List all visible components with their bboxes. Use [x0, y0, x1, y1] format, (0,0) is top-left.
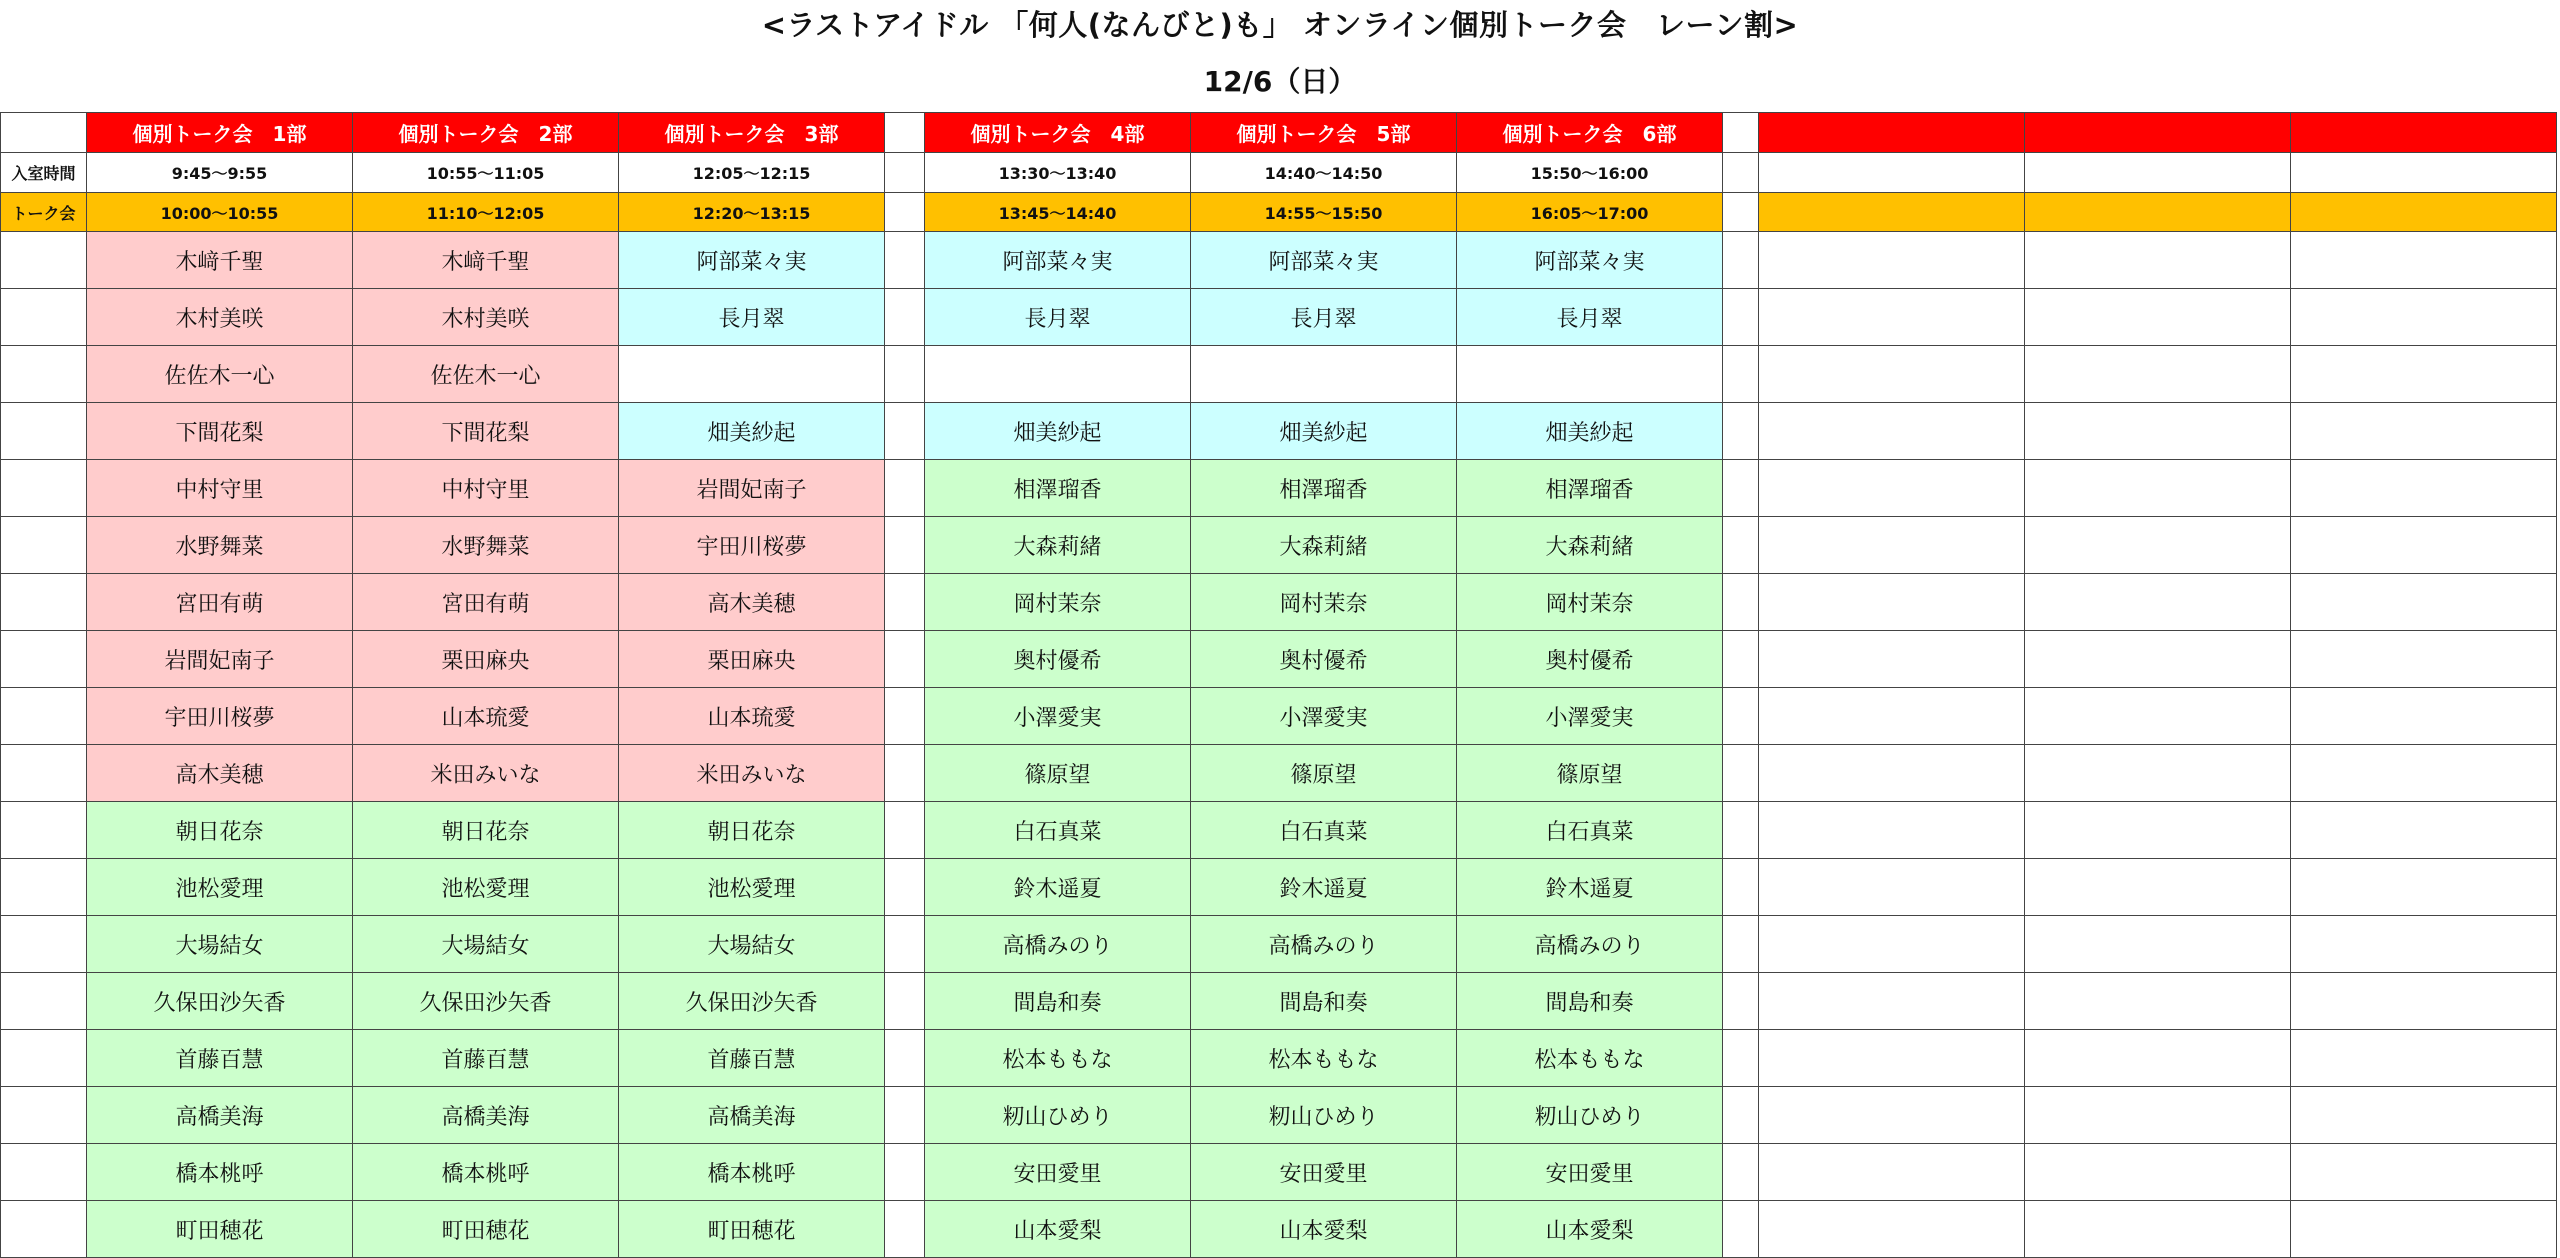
member-cell: 宮田有萌: [353, 574, 619, 631]
member-cell: 高木美穂: [619, 574, 885, 631]
member-cell: 大森莉緒: [925, 517, 1191, 574]
member-cell: 朝日花奈: [87, 802, 353, 859]
member-cell: 高橋みのり: [925, 916, 1191, 973]
gap-cell: [1723, 859, 1759, 916]
extra-cell: [2291, 1201, 2557, 1258]
member-cell: 奥村優希: [925, 631, 1191, 688]
extra-cell: [2025, 1201, 2291, 1258]
member-cell: 畑美紗起: [1191, 403, 1457, 460]
member-cell: 籾山ひめり: [925, 1087, 1191, 1144]
extra-cell: [1759, 802, 2025, 859]
talk-time-cell: 16:05〜17:00: [1457, 193, 1723, 232]
member-cell: 小澤愛実: [1457, 688, 1723, 745]
member-cell: 長月翠: [1191, 289, 1457, 346]
lane-row: [1, 802, 2557, 859]
extra-cell: [2025, 1087, 2291, 1144]
member-cell: 篠原望: [925, 745, 1191, 802]
extra-header-cell: [2291, 113, 2557, 153]
lane-row: [1, 460, 2557, 517]
member-cell: 久保田沙矢香: [619, 973, 885, 1030]
member-cell: 池松愛理: [619, 859, 885, 916]
member-cell: 大森莉緒: [1457, 517, 1723, 574]
member-cell: 久保田沙矢香: [87, 973, 353, 1030]
row-label-cell: [1, 232, 87, 289]
member-cell: 奥村優希: [1191, 631, 1457, 688]
extra-cell: [2025, 859, 2291, 916]
member-cell: 小澤愛実: [1191, 688, 1457, 745]
member-cell: 山本愛梨: [1191, 1201, 1457, 1258]
extra-cell: [1759, 232, 2025, 289]
extra-cell: [2291, 916, 2557, 973]
part-header-cell: 個別トーク会 5部: [1191, 113, 1457, 153]
member-cell: 鈴木遥夏: [1457, 859, 1723, 916]
lane-row: [1, 289, 2557, 346]
member-cell: 大場結女: [87, 916, 353, 973]
member-cell: 阿部菜々実: [1191, 232, 1457, 289]
member-cell: 小澤愛実: [925, 688, 1191, 745]
extra-cell: [1759, 1030, 2025, 1087]
extra-cell: [2291, 193, 2557, 232]
member-cell: 大場結女: [619, 916, 885, 973]
row-label-cell: [1, 973, 87, 1030]
member-cell: 池松愛理: [87, 859, 353, 916]
extra-cell: [1759, 688, 2025, 745]
extra-cell: [1759, 973, 2025, 1030]
member-cell: 高橋美海: [353, 1087, 619, 1144]
extra-cell: [2291, 460, 2557, 517]
gap-cell: [1723, 1030, 1759, 1087]
row-label-cell: [1, 745, 87, 802]
member-cell: 橋本桃呼: [87, 1144, 353, 1201]
talk-time-cell: 10:00〜10:55: [87, 193, 353, 232]
member-cell: 橋本桃呼: [619, 1144, 885, 1201]
gap-cell: [1723, 289, 1759, 346]
extra-cell: [2291, 802, 2557, 859]
extra-cell: [2291, 346, 2557, 403]
member-cell: 水野舞菜: [87, 517, 353, 574]
gap-cell: [1723, 973, 1759, 1030]
member-cell: 木﨑千聖: [353, 232, 619, 289]
member-cell: 阿部菜々実: [619, 232, 885, 289]
member-cell: 宇田川桜夢: [619, 517, 885, 574]
member-cell: 岡村茉奈: [1191, 574, 1457, 631]
entry-time-cell: 14:40〜14:50: [1191, 153, 1457, 193]
entry-time-row: [1, 153, 2557, 193]
member-cell: 岩間妃南子: [619, 460, 885, 517]
extra-cell: [2291, 403, 2557, 460]
gap-cell: [885, 802, 925, 859]
extra-cell: [2025, 460, 2291, 517]
member-cell: 岡村茉奈: [925, 574, 1191, 631]
member-cell: 山本琉愛: [353, 688, 619, 745]
extra-cell: [2025, 289, 2291, 346]
gap-cell: [885, 517, 925, 574]
member-cell: 相澤瑠香: [925, 460, 1191, 517]
member-cell: 鈴木遥夏: [925, 859, 1191, 916]
gap-cell: [1723, 460, 1759, 517]
member-cell: 岡村茉奈: [1457, 574, 1723, 631]
member-cell: 相澤瑠香: [1457, 460, 1723, 517]
extra-cell: [2025, 403, 2291, 460]
lane-row: [1, 1201, 2557, 1258]
row-label-cell: [1, 688, 87, 745]
member-cell: 首藤百慧: [619, 1030, 885, 1087]
row-label-cell: [1, 631, 87, 688]
gap-cell: [885, 460, 925, 517]
gap-cell: [1723, 688, 1759, 745]
member-cell: 栗田麻央: [353, 631, 619, 688]
gap-cell: [885, 289, 925, 346]
sheet-date: 12/6（日）: [1203, 65, 1357, 98]
member-cell: 山本琉愛: [619, 688, 885, 745]
gap-cell: [885, 1144, 925, 1201]
extra-cell: [1759, 403, 2025, 460]
lane-row: [1, 688, 2557, 745]
extra-cell: [2025, 802, 2291, 859]
member-cell: 佐佐木一心: [353, 346, 619, 403]
gap-cell: [885, 1030, 925, 1087]
extra-cell: [1759, 193, 2025, 232]
gap-cell: [885, 153, 925, 193]
member-cell: [925, 346, 1191, 403]
gap-cell: [1723, 153, 1759, 193]
talk-time-cell: 11:10〜12:05: [353, 193, 619, 232]
talk-time-cell: 13:45〜14:40: [925, 193, 1191, 232]
gap-cell: [1723, 403, 1759, 460]
entry-time-cell: 10:55〜11:05: [353, 153, 619, 193]
extra-cell: [2291, 153, 2557, 193]
extra-cell: [2025, 346, 2291, 403]
lane-row: [1, 745, 2557, 802]
extra-cell: [1759, 346, 2025, 403]
extra-cell: [1759, 1144, 2025, 1201]
part-header-cell: 個別トーク会 3部: [619, 113, 885, 153]
extra-cell: [2025, 916, 2291, 973]
member-cell: [1457, 346, 1723, 403]
row-label-cell: [1, 1087, 87, 1144]
header-gap-cell: [1723, 113, 1759, 153]
member-cell: [619, 346, 885, 403]
member-cell: 間島和奏: [1191, 973, 1457, 1030]
gap-cell: [885, 688, 925, 745]
member-cell: 山本愛梨: [925, 1201, 1191, 1258]
lane-row: [1, 346, 2557, 403]
extra-cell: [1759, 1087, 2025, 1144]
member-cell: 松本ももな: [1191, 1030, 1457, 1087]
gap-cell: [1723, 232, 1759, 289]
talk-time-label: トーク会: [1, 193, 87, 232]
member-cell: 高木美穂: [87, 745, 353, 802]
member-cell: 籾山ひめり: [1457, 1087, 1723, 1144]
member-cell: 白石真菜: [1457, 802, 1723, 859]
gap-cell: [1723, 193, 1759, 232]
extra-cell: [1759, 1201, 2025, 1258]
row-label-cell: [1, 916, 87, 973]
gap-cell: [885, 232, 925, 289]
member-cell: 首藤百慧: [87, 1030, 353, 1087]
member-cell: 松本ももな: [925, 1030, 1191, 1087]
extra-cell: [1759, 289, 2025, 346]
lane-row: [1, 859, 2557, 916]
row-label-cell: [1, 1144, 87, 1201]
header-gap-cell: [885, 113, 925, 153]
lane-row: [1, 574, 2557, 631]
lane-row: [1, 1030, 2557, 1087]
extra-header-cell: [1759, 113, 2025, 153]
extra-cell: [2025, 153, 2291, 193]
member-cell: 朝日花奈: [619, 802, 885, 859]
extra-cell: [2291, 1030, 2557, 1087]
entry-time-cell: 15:50〜16:00: [1457, 153, 1723, 193]
member-cell: 白石真菜: [925, 802, 1191, 859]
gap-cell: [1723, 916, 1759, 973]
part-header-cell: 個別トーク会 1部: [87, 113, 353, 153]
member-cell: 山本愛梨: [1457, 1201, 1723, 1258]
extra-cell: [2291, 574, 2557, 631]
part-header-cell: 個別トーク会 6部: [1457, 113, 1723, 153]
extra-cell: [2291, 859, 2557, 916]
extra-cell: [2025, 973, 2291, 1030]
row-label-cell: [1, 517, 87, 574]
gap-cell: [885, 1201, 925, 1258]
row-label-cell: [1, 460, 87, 517]
lane-row: [1, 1087, 2557, 1144]
extra-cell: [2291, 1144, 2557, 1201]
member-cell: 下間花梨: [87, 403, 353, 460]
row-label-cell: [1, 802, 87, 859]
row-label-cell: [1, 1201, 87, 1258]
row-label-cell: [1, 346, 87, 403]
member-cell: 長月翠: [925, 289, 1191, 346]
lane-row: [1, 631, 2557, 688]
member-cell: 橋本桃呼: [353, 1144, 619, 1201]
member-cell: 町田穂花: [87, 1201, 353, 1258]
member-cell: 間島和奏: [1457, 973, 1723, 1030]
extra-cell: [2291, 688, 2557, 745]
extra-cell: [2291, 1087, 2557, 1144]
lane-table: [0, 112, 2557, 1258]
gap-cell: [885, 745, 925, 802]
member-cell: 久保田沙矢香: [353, 973, 619, 1030]
entry-time-cell: 12:05〜12:15: [619, 153, 885, 193]
member-cell: 佐佐木一心: [87, 346, 353, 403]
member-cell: 木村美咲: [87, 289, 353, 346]
extra-cell: [2025, 1144, 2291, 1201]
member-cell: 宇田川桜夢: [87, 688, 353, 745]
member-cell: 栗田麻央: [619, 631, 885, 688]
member-cell: 首藤百慧: [353, 1030, 619, 1087]
extra-cell: [2291, 232, 2557, 289]
lane-row: [1, 973, 2557, 1030]
gap-cell: [885, 403, 925, 460]
member-cell: 白石真菜: [1191, 802, 1457, 859]
gap-cell: [1723, 1201, 1759, 1258]
extra-cell: [2025, 517, 2291, 574]
extra-cell: [1759, 745, 2025, 802]
header-row: [1, 113, 2557, 153]
member-cell: 松本ももな: [1457, 1030, 1723, 1087]
extra-cell: [2291, 745, 2557, 802]
extra-cell: [2025, 745, 2291, 802]
member-cell: 米田みいな: [353, 745, 619, 802]
extra-cell: [1759, 916, 2025, 973]
talk-time-cell: 14:55〜15:50: [1191, 193, 1457, 232]
extra-header-cell: [2025, 113, 2291, 153]
member-cell: [1191, 346, 1457, 403]
talk-time-row: [1, 193, 2557, 232]
extra-cell: [2291, 973, 2557, 1030]
member-cell: 高橋みのり: [1191, 916, 1457, 973]
lane-row: [1, 403, 2557, 460]
gap-cell: [1723, 574, 1759, 631]
member-cell: 朝日花奈: [353, 802, 619, 859]
entry-time-label: 入室時間: [1, 153, 87, 193]
gap-cell: [885, 916, 925, 973]
gap-cell: [1723, 631, 1759, 688]
member-cell: 鈴木遥夏: [1191, 859, 1457, 916]
extra-cell: [1759, 153, 2025, 193]
member-cell: 町田穂花: [619, 1201, 885, 1258]
member-cell: 下間花梨: [353, 403, 619, 460]
member-cell: 安田愛里: [1457, 1144, 1723, 1201]
member-cell: 大森莉緒: [1191, 517, 1457, 574]
lane-row: [1, 232, 2557, 289]
extra-cell: [2025, 574, 2291, 631]
member-cell: 長月翠: [619, 289, 885, 346]
row-label-cell: [1, 289, 87, 346]
part-header-cell: 個別トーク会 2部: [353, 113, 619, 153]
member-cell: 間島和奏: [925, 973, 1191, 1030]
gap-cell: [885, 1087, 925, 1144]
gap-cell: [1723, 745, 1759, 802]
row-label-cell: [1, 403, 87, 460]
member-cell: 篠原望: [1191, 745, 1457, 802]
member-cell: 阿部菜々実: [1457, 232, 1723, 289]
member-cell: 安田愛里: [1191, 1144, 1457, 1201]
member-cell: 中村守里: [87, 460, 353, 517]
member-cell: 長月翠: [1457, 289, 1723, 346]
extra-cell: [2025, 1030, 2291, 1087]
member-cell: 町田穂花: [353, 1201, 619, 1258]
extra-cell: [2291, 517, 2557, 574]
extra-cell: [1759, 574, 2025, 631]
gap-cell: [1723, 346, 1759, 403]
extra-cell: [1759, 859, 2025, 916]
member-cell: 高橋みのり: [1457, 916, 1723, 973]
row-label-cell: [1, 574, 87, 631]
gap-cell: [1723, 802, 1759, 859]
extra-cell: [1759, 631, 2025, 688]
gap-cell: [1723, 517, 1759, 574]
gap-cell: [885, 574, 925, 631]
member-cell: 畑美紗起: [619, 403, 885, 460]
extra-cell: [2291, 631, 2557, 688]
entry-time-cell: 13:30〜13:40: [925, 153, 1191, 193]
extra-cell: [2025, 688, 2291, 745]
extra-cell: [1759, 517, 2025, 574]
part-header-cell: 個別トーク会 4部: [925, 113, 1191, 153]
row-label-cell: [1, 1030, 87, 1087]
member-cell: 畑美紗起: [925, 403, 1191, 460]
row-label-cell: [1, 859, 87, 916]
member-cell: 籾山ひめり: [1191, 1087, 1457, 1144]
gap-cell: [885, 193, 925, 232]
member-cell: 大場結女: [353, 916, 619, 973]
extra-cell: [2291, 289, 2557, 346]
gap-cell: [1723, 1144, 1759, 1201]
lane-row: [1, 517, 2557, 574]
header-corner-cell: [1, 113, 87, 153]
gap-cell: [1723, 1087, 1759, 1144]
member-cell: 安田愛里: [925, 1144, 1191, 1201]
member-cell: 中村守里: [353, 460, 619, 517]
member-cell: 水野舞菜: [353, 517, 619, 574]
member-cell: 宮田有萌: [87, 574, 353, 631]
gap-cell: [885, 346, 925, 403]
member-cell: 相澤瑠香: [1191, 460, 1457, 517]
member-cell: 池松愛理: [353, 859, 619, 916]
talk-time-cell: 12:20〜13:15: [619, 193, 885, 232]
member-cell: 岩間妃南子: [87, 631, 353, 688]
member-cell: 阿部菜々実: [925, 232, 1191, 289]
member-cell: 高橋美海: [87, 1087, 353, 1144]
lane-row: [1, 916, 2557, 973]
member-cell: 木村美咲: [353, 289, 619, 346]
extra-cell: [2025, 631, 2291, 688]
entry-time-cell: 9:45〜9:55: [87, 153, 353, 193]
extra-cell: [2025, 232, 2291, 289]
member-cell: 篠原望: [1457, 745, 1723, 802]
lane-row: [1, 1144, 2557, 1201]
member-cell: 畑美紗起: [1457, 403, 1723, 460]
member-cell: 木﨑千聖: [87, 232, 353, 289]
member-cell: 高橋美海: [619, 1087, 885, 1144]
gap-cell: [885, 631, 925, 688]
member-cell: 米田みいな: [619, 745, 885, 802]
extra-cell: [2025, 193, 2291, 232]
extra-cell: [1759, 460, 2025, 517]
member-cell: 奥村優希: [1457, 631, 1723, 688]
gap-cell: [885, 859, 925, 916]
gap-cell: [885, 973, 925, 1030]
sheet-title: <ラストアイドル 「何人(なんびと)も」 オンライン個別トーク会 レーン割>: [761, 7, 1799, 42]
